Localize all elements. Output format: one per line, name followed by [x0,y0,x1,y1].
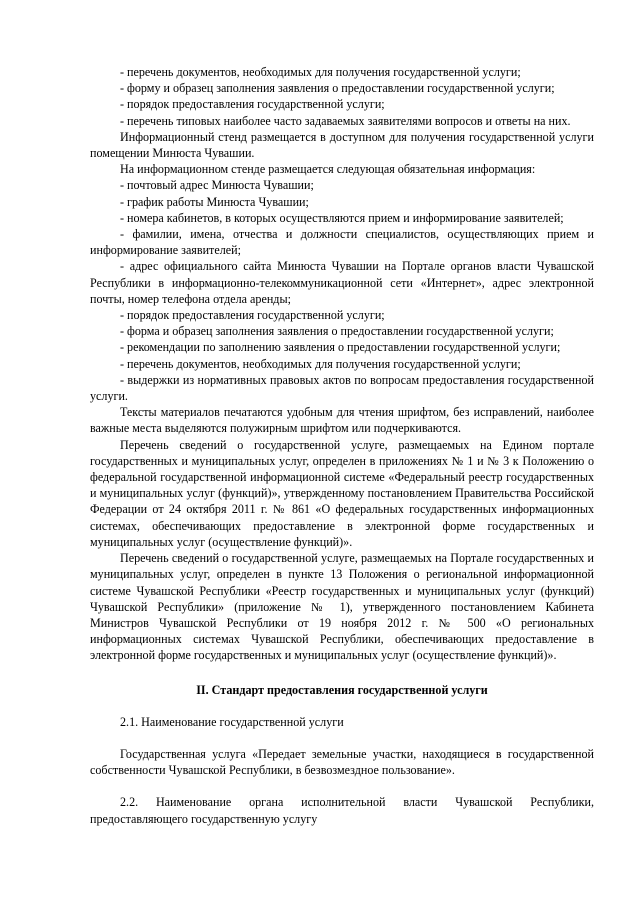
paragraph: - форма и образец заполнения заявления о предоставлении государственной услуги; [120,324,554,339]
paragraph: - перечень документов, необходимых для получения государственной услуги; [120,65,521,79]
paragraph: Тексты материалов печатаются удобным для чтения шрифтом, без исправлений, наиболее важные места выделяются полужирным шрифтом или подчеркиваются. [90,405,594,436]
paragraph: - рекомендации по заполнению заявления о предоставлении государственной услуги; [120,340,561,355]
subsection-title: 2.2. Наименование органа исполнительной власти Чувашской Республики, предоставляющего государственную услугу [90,795,594,826]
paragraph: - номера кабинетов, в которых осуществляются прием и информирование заявителей; [120,210,564,225]
paragraph: - почтовый адрес Минюста Чувашии; [120,178,314,193]
paragraph: - выдержки из нормативных правовых актов по вопросам предоставления государственной услуги. [90,372,594,404]
paragraph: - перечень документов, необходимых для получения государственной услуги; [120,356,521,371]
paragraph: - порядок предоставления государственной услуги; [120,308,385,323]
paragraph: - порядок предоставления государственной услуги; [120,97,385,112]
paragraph: - адрес официального сайта Минюста Чувашии на Портале органов власти Чувашской Республики в информационно-телекоммуникационной сети «Интернет», адрес электронной почты, номер телефона отдела аренды; [90,259,594,306]
section-heading: II. Стандарт предоставления государственной услуги [196,682,488,697]
paragraph: Государственная услуга «Передает земельные участки, находящиеся в государственной собственности Чувашской Республики, в безвозмездное пользование». [90,746,594,778]
paragraph: - график работы Минюста Чувашии; [120,194,309,209]
paragraph: - перечень типовых наиболее часто задаваемых заявителями вопросов и ответы на них. [120,113,571,128]
paragraph: Перечень сведений о государственной услуге, размещаемых на Едином портале государственных и муниципальных услуг, определен в приложениях № 1 и № 3 к Положению о федеральной государственной информационной системе «Федеральный реестр государственных и муниципальных услуг (функций)», утвержденному постановлением Правительства Российской Федерации от 24 октября 2011 г. № 861 «О федеральных государственных информационных системах, обеспечивающих предоставление в электронной форме государственных и муниципальных услуг (осуществление функций)». [90,437,594,549]
paragraph: - форму и образец заполнения заявления о предоставлении государственной услуги; [120,81,555,96]
paragraph: - фамилии, имена, отчества и должности специалистов, осуществляющих прием и информирование заявителей; [90,227,594,258]
paragraph: Информационный стенд размещается в доступном для получения государственной услуги помещении Минюста Чувашии. [90,129,594,161]
paragraph: Перечень сведений о государственной услуге, размещаемых на Портале государственных и муниципальных услуг, определен в пункте 13 Положения о региональной информационной системе Чувашской Республики «Реестр государственных и муниципальных услуг (функций) Чувашской Республики» (приложение № 1), утвержденного постановлением Кабинета Министров Чувашской Республики от 19 ноября 2012 г. № 500 «О региональных информационных системах Чувашской Республики, обеспечивающих предоставление в электронной форме государственных и муниципальных услуг (осуществление функций)». [90,551,594,663]
paragraph: На информационном стенде размещается следующая обязательная информация: [120,162,536,177]
subsection-title: 2.1. Наименование государственной услуги [120,714,344,729]
